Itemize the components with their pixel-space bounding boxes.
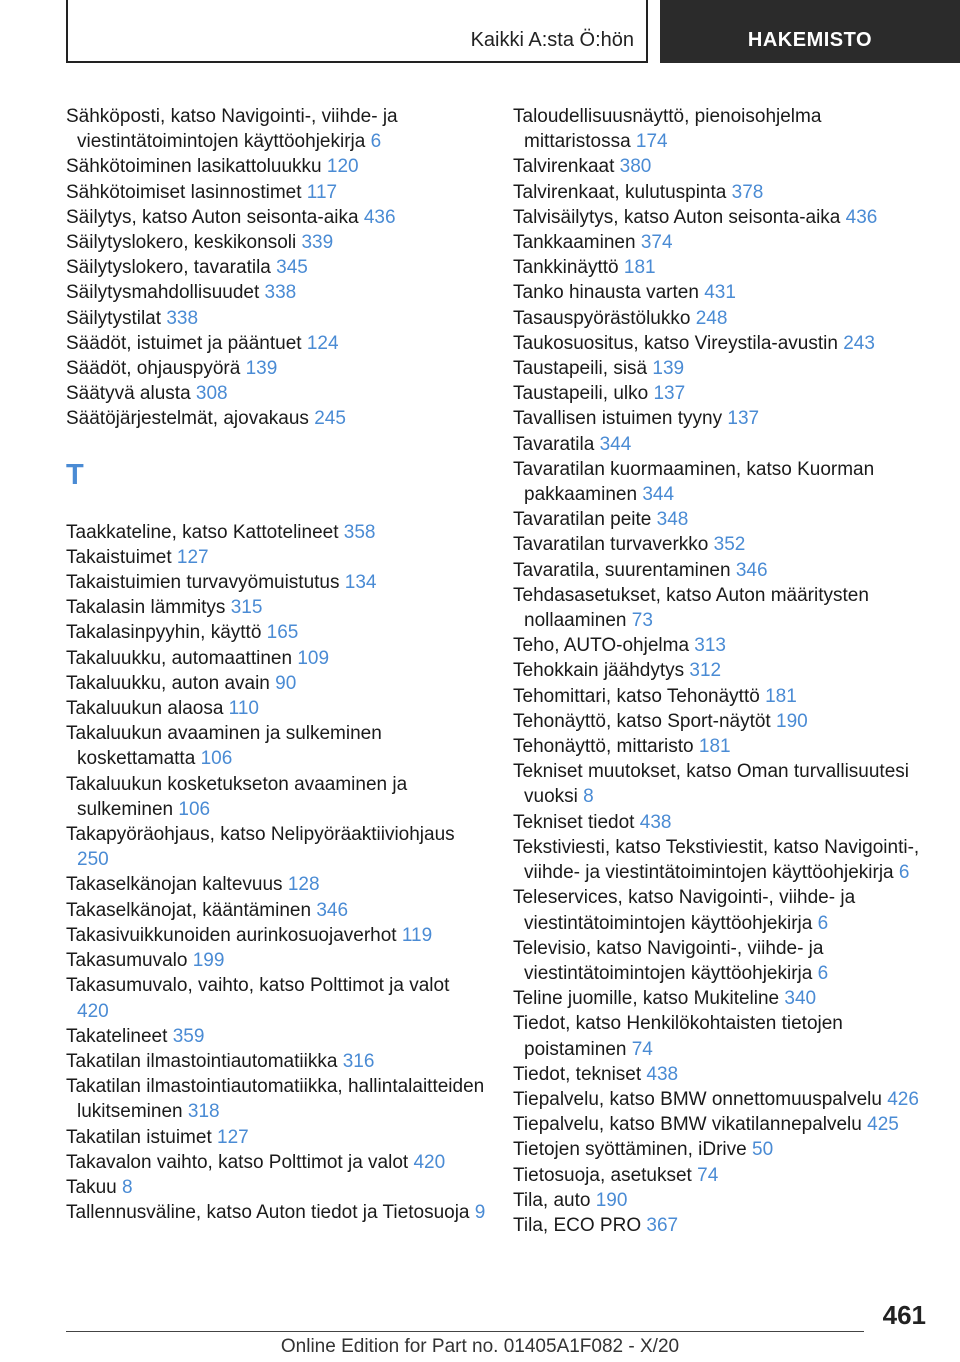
index-entry-text: Talvirenkaat xyxy=(513,156,615,178)
index-entry-text: Tietojen syöttäminen, iDrive xyxy=(513,1139,747,1161)
index-entry-text: Tehomittari, katso Tehonäyttö xyxy=(513,685,760,707)
index-entry-text: Tiepalvelu, katso BMW onnettomuuspalvelu xyxy=(513,1088,882,1110)
index-entry xyxy=(513,633,933,658)
index-entry-page-link[interactable]: 367 xyxy=(646,1214,679,1236)
index-entry xyxy=(66,1024,486,1049)
index-entry-page-link[interactable]: 110 xyxy=(228,698,259,720)
index-entry-page-link[interactable]: 106 xyxy=(178,798,211,820)
index-entry xyxy=(513,1112,933,1137)
index-entry-page-link[interactable]: 358 xyxy=(343,521,376,543)
index-entry-page-link[interactable]: 127 xyxy=(176,546,209,568)
index-entry xyxy=(66,230,486,255)
index-entry xyxy=(66,646,486,671)
index-entry xyxy=(66,331,486,356)
index-entry-text: Säädöt, ohjauspyörä xyxy=(66,358,241,380)
index-entry-page-link[interactable]: 245 xyxy=(314,408,346,430)
index-entry xyxy=(66,696,486,721)
index-entry xyxy=(513,1163,933,1188)
index-entry-page-link[interactable]: 181 xyxy=(623,257,656,279)
index-entry xyxy=(66,1049,486,1074)
index-entry xyxy=(513,356,933,381)
index-entry xyxy=(513,583,933,633)
index-entry xyxy=(513,1188,933,1213)
index-entry-text: Tietosuoja, asetukset xyxy=(513,1164,692,1186)
index-entry-text: Teho, AUTO-ohjelma xyxy=(513,635,690,657)
index-entry-text: Takaluukku, automaattinen xyxy=(66,647,293,669)
index-entry-page-link[interactable]: 308 xyxy=(195,383,228,405)
index-entry xyxy=(513,835,933,885)
index-group-t-continued xyxy=(513,104,933,1238)
index-entry-text: Säätöjärjestelmät, ajovakaus xyxy=(66,408,309,430)
index-entry-text: Tanko hinausta varten xyxy=(513,282,699,304)
index-entry xyxy=(513,154,933,179)
index-entry xyxy=(513,507,933,532)
index-entry-page-link[interactable]: 420 xyxy=(413,1151,446,1173)
index-entry-text: Takasumuvalo xyxy=(66,950,188,972)
index-entry-text: Taukosuositus, katso Vireystila-avustin xyxy=(513,332,838,354)
index-entry xyxy=(513,936,933,986)
index-entry xyxy=(513,381,933,406)
index-entry-page-link[interactable]: 318 xyxy=(187,1101,220,1123)
index-entry xyxy=(513,104,933,154)
index-entry-text: Tehonäyttö, mittaristo xyxy=(513,736,694,758)
index-entry xyxy=(66,948,486,973)
index-entry xyxy=(66,1200,486,1225)
index-entry xyxy=(66,520,486,545)
index-entry-page-link[interactable]: 344 xyxy=(642,484,675,506)
index-entry-text: Takalasinpyyhin, käyttö xyxy=(66,622,262,644)
index-entry xyxy=(513,759,933,809)
index-entry-text: Takatilan ilmastointiautomatiikka xyxy=(66,1050,338,1072)
index-entry-page-link[interactable]: 73 xyxy=(631,610,653,632)
index-entry-page-link[interactable]: 8 xyxy=(583,786,594,808)
index-entry-page-link[interactable]: 190 xyxy=(595,1189,628,1211)
index-entry-page-link[interactable]: 119 xyxy=(401,924,433,946)
index-entry-text: Tavaratila xyxy=(513,433,595,455)
index-entry xyxy=(66,923,486,948)
index-column-right xyxy=(513,104,933,1238)
index-entry-text: Takatilan istuimet xyxy=(66,1126,212,1148)
index-entry xyxy=(66,872,486,897)
index-entry-page-link[interactable]: 190 xyxy=(776,710,808,732)
index-entry-page-link[interactable]: 137 xyxy=(653,383,686,405)
index-entry-page-link[interactable]: 137 xyxy=(727,408,760,430)
section-letter-heading: T xyxy=(66,458,84,491)
index-entry xyxy=(66,595,486,620)
index-entry-text: Takaistuimet xyxy=(66,546,172,568)
index-entry-text: Taustapeili, sisä xyxy=(513,358,648,380)
index-entry xyxy=(513,306,933,331)
index-entry xyxy=(513,709,933,734)
index-entry-page-link[interactable]: 338 xyxy=(166,307,199,329)
index-entry-text: Sähkötoimiset lasinnostimet xyxy=(66,181,302,203)
index-entry-text: Taakkateline, katso Kattotelineet xyxy=(66,521,339,543)
index-entry xyxy=(66,570,486,595)
index-entry-page-link[interactable]: 127 xyxy=(217,1126,249,1148)
footer-divider xyxy=(66,1331,864,1332)
index-entry-page-link[interactable]: 165 xyxy=(266,622,299,644)
index-entry-page-link[interactable]: 181 xyxy=(698,736,731,758)
index-entry-page-link[interactable]: 117 xyxy=(306,181,338,203)
index-entry-text: Talvisäilytys, katso Auton seisonta-aika xyxy=(513,206,841,228)
page-number: 461 xyxy=(882,1300,926,1330)
index-entry xyxy=(66,545,486,570)
index-entry xyxy=(66,1125,486,1150)
index-entry-page-link[interactable]: 340 xyxy=(784,988,817,1010)
index-entry-page-link[interactable]: 315 xyxy=(230,597,263,619)
index-entry xyxy=(513,1137,933,1162)
index-entry-text: Tavaratilan kuormaaminen, katso Kuorman pakkaaminen xyxy=(513,458,875,506)
index-entry-text: Tiedot, tekniset xyxy=(513,1063,642,1085)
index-entry-text: Tila, auto xyxy=(513,1189,591,1211)
index-entry-text: Säilytyslokero, keskikonsoli xyxy=(66,232,297,254)
index-entry xyxy=(513,986,933,1011)
index-entry-page-link[interactable]: 6 xyxy=(898,862,910,884)
index-entry-text: Takuu xyxy=(66,1176,117,1198)
index-entry xyxy=(66,205,486,230)
index-entry-page-link[interactable]: 426 xyxy=(887,1088,919,1110)
index-entry xyxy=(513,734,933,759)
index-entry-page-link[interactable]: 181 xyxy=(765,685,797,707)
index-entry-page-link[interactable]: 344 xyxy=(599,433,632,455)
index-entry xyxy=(513,205,933,230)
index-entry-text: Säädöt, istuimet ja pääntuet xyxy=(66,332,302,354)
index-entry-text: Säilytystilat xyxy=(66,307,162,329)
index-entry-text: Taloudellisuusnäyttö, pienoisohjelma mittaristossa xyxy=(513,106,822,153)
index-entry-page-link[interactable]: 8 xyxy=(121,1176,133,1198)
index-entry xyxy=(66,1175,486,1200)
index-entry-text: Tekniset muutokset, katso Oman turvallisuutesi vuoksi xyxy=(513,761,910,808)
index-entry-text: Tavaratilan peite xyxy=(513,509,652,531)
index-entry-page-link[interactable]: 339 xyxy=(301,232,334,254)
index-entry xyxy=(66,255,486,280)
index-entry-page-link[interactable]: 436 xyxy=(845,206,878,228)
index-entry-page-link[interactable]: 313 xyxy=(694,635,726,657)
index-entry-text: Takatilan ilmastointiautomatiikka, hallintalaitteiden lukitseminen xyxy=(66,1076,485,1123)
index-entry-text: Takaluukun avaaminen ja sulkeminen koskettamatta xyxy=(66,723,382,770)
index-entry xyxy=(66,356,486,381)
index-column-left xyxy=(66,104,486,1225)
index-entry xyxy=(513,255,933,280)
header-index-tab[interactable] xyxy=(660,0,960,63)
index-entry-text: Tehokkain jäähdytys xyxy=(513,660,685,682)
index-entry-page-link[interactable]: 174 xyxy=(635,131,668,153)
index-entry-text: Taustapeili, ulko xyxy=(513,383,649,405)
index-entry-page-link[interactable]: 199 xyxy=(192,950,225,972)
index-entry-page-link[interactable]: 346 xyxy=(316,899,349,921)
index-entry-text: Tavallisen istuimen tyyny xyxy=(513,408,723,430)
index-entry-page-link[interactable]: 243 xyxy=(843,332,875,354)
index-entry-text: Talvirenkaat, kulutuspinta xyxy=(513,181,727,203)
index-entry-text: Säilytyslokero, tavaratila xyxy=(66,257,271,279)
index-entry xyxy=(513,885,933,935)
index-entry-text: Tiedot, katso Henkilökohtaisten tietojen poistaminen xyxy=(513,1013,843,1060)
index-entry-page-link[interactable]: 128 xyxy=(287,874,320,896)
index-entry-page-link[interactable]: 438 xyxy=(639,811,672,833)
index-entry xyxy=(66,671,486,696)
index-entry-page-link[interactable]: 6 xyxy=(817,912,829,934)
index-entry-page-link[interactable]: 109 xyxy=(297,647,330,669)
index-entry-text: Takaluukun kosketukseton avaaminen ja sulkeminen xyxy=(66,773,408,820)
index-entry-text: Säätyvä alusta xyxy=(66,383,191,405)
index-entry-text: Takaistuimien turvavyömuistutus xyxy=(66,572,340,594)
index-entry-text: Takaselkänojat, kääntäminen xyxy=(66,899,312,921)
index-entry xyxy=(66,1074,486,1124)
index-entry-page-link[interactable]: 374 xyxy=(640,232,673,254)
index-entry-page-link[interactable]: 6 xyxy=(817,962,829,984)
index-entry-text: Sähkötoiminen lasikattoluukku xyxy=(66,156,322,178)
index-entry xyxy=(66,180,486,205)
index-entry-page-link[interactable]: 431 xyxy=(704,282,736,304)
index-entry xyxy=(66,306,486,331)
index-entry-text: Takaselkänojan kaltevuus xyxy=(66,874,283,896)
index-entry-page-link[interactable]: 359 xyxy=(172,1025,205,1047)
index-entry-page-link[interactable]: 139 xyxy=(245,358,278,380)
index-entry-text: Takasumuvalo, vaihto, katso Polttimot ja valot xyxy=(66,975,450,997)
index-entry-text: Takalasin lämmitys xyxy=(66,597,226,619)
index-entry xyxy=(66,280,486,305)
index-entry xyxy=(66,154,486,179)
index-entry xyxy=(66,104,486,154)
index-entry xyxy=(513,280,933,305)
index-entry-page-link[interactable]: 345 xyxy=(276,257,308,279)
index-entry-page-link[interactable]: 124 xyxy=(306,332,339,354)
index-entry-page-link[interactable]: 312 xyxy=(689,660,722,682)
index-entry-page-link[interactable]: 120 xyxy=(326,156,359,178)
index-entry xyxy=(66,406,486,431)
index-entry xyxy=(513,658,933,683)
index-entry-page-link[interactable]: 316 xyxy=(342,1050,375,1072)
index-entry-page-link[interactable]: 352 xyxy=(713,534,746,556)
index-entry-text: Takasivuikkunoiden aurinkosuojaverhot xyxy=(66,924,397,946)
index-entry xyxy=(66,973,486,1023)
index-entry-page-link[interactable]: 436 xyxy=(363,206,396,228)
header-section-title: Kaikki A:sta Ö:hön xyxy=(470,29,634,51)
index-entry-text: Takatelineet xyxy=(66,1025,168,1047)
index-entry-page-link[interactable]: 74 xyxy=(631,1038,653,1060)
index-entry xyxy=(513,230,933,255)
index-entry-text: Takaluukun alaosa xyxy=(66,698,224,720)
index-entry xyxy=(513,457,933,507)
index-entry-page-link[interactable]: 9 xyxy=(474,1202,486,1224)
index-entry xyxy=(513,331,933,356)
index-entry-page-link[interactable]: 380 xyxy=(619,156,652,178)
index-entry-page-link[interactable]: 6 xyxy=(370,131,382,153)
index-entry-page-link[interactable]: 425 xyxy=(867,1114,899,1136)
index-entry xyxy=(66,721,486,771)
index-entry-text: Teleservices, katso Navigointi-, viihde- ja viestintätoimintojen käyttöohjekirja xyxy=(513,887,856,934)
index-entry-text: Tekniset tiedot xyxy=(513,811,635,833)
index-entry xyxy=(66,620,486,645)
index-entry xyxy=(513,810,933,835)
index-entry-page-link[interactable]: 134 xyxy=(344,572,377,594)
index-entry-page-link[interactable]: 50 xyxy=(752,1139,774,1161)
header-index-tab-label: HAKEMISTO xyxy=(747,29,873,51)
index-entry-text: Tallennusväline, katso Auton tiedot ja Tietosuoja xyxy=(66,1202,470,1224)
index-entry xyxy=(513,406,933,431)
footer-edition-text: Online Edition for Part no. 01405A1F082 - X/20 xyxy=(280,1336,680,1357)
index-entry-page-link[interactable]: 338 xyxy=(264,282,297,304)
index-entry xyxy=(513,558,933,583)
index-entry xyxy=(66,898,486,923)
index-entry-text: Sähköposti, katso Navigointi-, viihde- ja viestintätoimintojen käyttöohjekirja xyxy=(66,106,398,153)
index-entry-page-link[interactable]: 90 xyxy=(275,672,297,694)
index-entry-text: Takaluukku, auton avain xyxy=(66,672,270,694)
index-entry-text: Teline juomille, katso Mukiteline xyxy=(513,988,780,1010)
index-entry xyxy=(513,532,933,557)
index-entry-text: Takavalon vaihto, katso Polttimot ja valot xyxy=(66,1151,409,1173)
index-entry-text: Tehdasasetukset, katso Auton määritysten nollaaminen xyxy=(513,584,869,632)
index-entry xyxy=(513,432,933,457)
index-entry-page-link[interactable]: 250 xyxy=(77,849,109,871)
index-entry xyxy=(66,1150,486,1175)
index-entry-text: Säilytysmahdollisuudet xyxy=(66,282,260,304)
index-entry-text: Tankkinäyttö xyxy=(513,257,619,279)
index-entry-text: Tavaratila, suurentaminen xyxy=(513,559,731,581)
index-entry xyxy=(513,1062,933,1087)
index-entry xyxy=(66,822,486,872)
index-entry-page-link[interactable]: 378 xyxy=(731,181,764,203)
index-entry-page-link[interactable]: 348 xyxy=(656,509,689,531)
index-entry-text: Säilytys, katso Auton seisonta-aika xyxy=(66,206,359,228)
index-entry xyxy=(513,684,933,709)
index-entry-page-link[interactable]: 438 xyxy=(646,1063,679,1085)
index-group-t xyxy=(66,520,486,1226)
index-entry-page-link[interactable]: 106 xyxy=(200,748,233,770)
index-entry-text: Televisio, katso Navigointi-, viihde- ja viestintätoimintojen käyttöohjekirja xyxy=(513,937,824,984)
index-entry xyxy=(513,1011,933,1061)
index-entry xyxy=(66,381,486,406)
index-group-s xyxy=(66,104,486,432)
index-entry-text: Tehonäyttö, katso Sport-näytöt xyxy=(513,710,771,732)
index-entry xyxy=(513,1087,933,1112)
index-entry-text: Tila, ECO PRO xyxy=(513,1214,642,1236)
index-entry-page-link[interactable]: 346 xyxy=(735,559,768,581)
index-entry-text: Tasauspyörästölukko xyxy=(513,307,691,329)
index-entry xyxy=(513,1213,933,1238)
index-entry-text: Tavaratilan turvaverkko xyxy=(513,534,709,556)
index-entry xyxy=(66,772,486,822)
index-entry-page-link[interactable]: 420 xyxy=(77,1000,109,1022)
index-entry-page-link[interactable]: 74 xyxy=(697,1164,719,1186)
index-entry-text: Tiepalvelu, katso BMW vikatilannepalvelu xyxy=(513,1114,862,1136)
index-entry-text: Takapyöräohjaus, katso Nelipyöräaktiiviohjaus xyxy=(66,824,455,846)
index-entry-page-link[interactable]: 139 xyxy=(652,358,685,380)
index-entry-page-link[interactable]: 248 xyxy=(695,307,728,329)
index-entry xyxy=(513,180,933,205)
index-entry-text: Tankkaaminen xyxy=(513,232,636,254)
header-section-box xyxy=(66,0,648,63)
index-entry-text: Tekstiviesti, katso Tekstiviestit, katso Navigointi-, viihde- ja viestintätoimintojen käyttöohjekirja xyxy=(513,836,920,884)
